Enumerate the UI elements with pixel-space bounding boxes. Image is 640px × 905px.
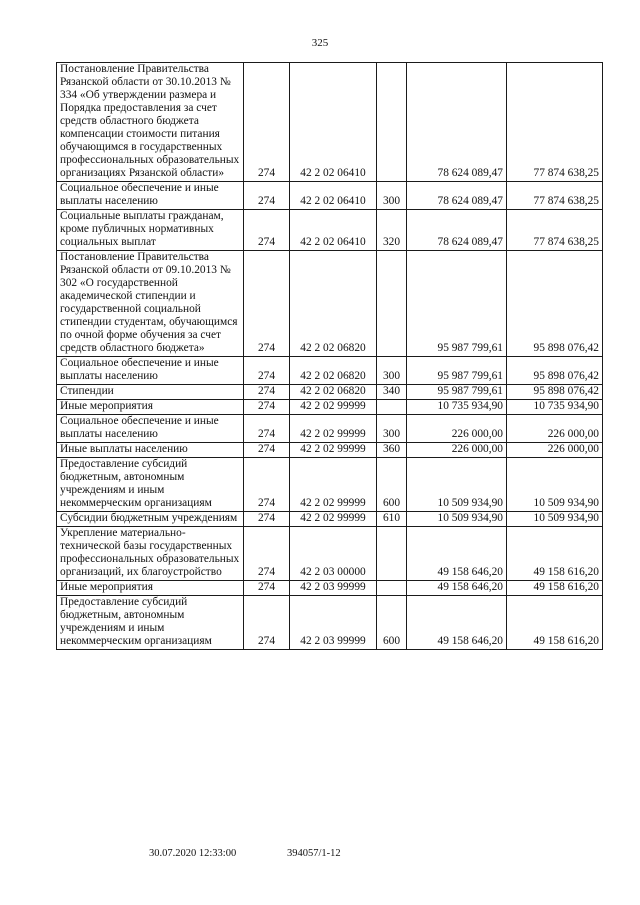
row-sum-approved-cell: 95 987 799,61 [407, 251, 507, 357]
row-sum-approved-cell: 49 158 646,20 [407, 581, 507, 596]
row-expense-type-cell: 300 [377, 357, 407, 385]
row-target-article-cell: 42 2 02 99999 [290, 512, 377, 527]
row-admin-code-cell: 274 [244, 415, 290, 443]
table-row [57, 581, 603, 596]
row-admin-code-cell: 274 [244, 400, 290, 415]
row-sum-executed-cell: 49 158 616,20 [507, 527, 603, 581]
row-expense-type-cell: 600 [377, 596, 407, 650]
row-sum-approved-cell: 226 000,00 [407, 415, 507, 443]
table-row [57, 251, 603, 357]
row-name-cell: Иные мероприятия [57, 581, 244, 596]
table-row [57, 400, 603, 415]
row-admin-code-cell: 274 [244, 596, 290, 650]
row-target-article-cell: 42 2 02 06410 [290, 63, 377, 182]
table-row [57, 182, 603, 210]
row-target-article-cell: 42 2 02 06820 [290, 357, 377, 385]
row-sum-executed-cell: 49 158 616,20 [507, 596, 603, 650]
row-expense-type-cell: 610 [377, 512, 407, 527]
budget-table-body [57, 63, 603, 650]
row-target-article-cell: 42 2 03 00000 [290, 527, 377, 581]
row-expense-type-cell [377, 527, 407, 581]
row-sum-approved-cell: 78 624 089,47 [407, 182, 507, 210]
row-target-article-cell: 42 2 02 99999 [290, 443, 377, 458]
table-row [57, 443, 603, 458]
row-name-cell: Социальное обеспечение и иные выплаты населению [57, 182, 244, 210]
row-sum-executed-cell: 226 000,00 [507, 443, 603, 458]
row-name-cell: Социальное обеспечение и иные выплаты населению [57, 415, 244, 443]
row-sum-executed-cell: 10 509 934,90 [507, 512, 603, 527]
table-row [57, 63, 603, 182]
row-sum-executed-cell: 95 898 076,42 [507, 385, 603, 400]
row-expense-type-cell: 360 [377, 443, 407, 458]
row-target-article-cell: 42 2 03 99999 [290, 596, 377, 650]
row-name-cell: Иные мероприятия [57, 400, 244, 415]
table-row [57, 527, 603, 581]
row-admin-code-cell: 274 [244, 458, 290, 512]
row-name-cell: Стипендии [57, 385, 244, 400]
row-admin-code-cell: 274 [244, 182, 290, 210]
row-sum-executed-cell: 95 898 076,42 [507, 357, 603, 385]
row-expense-type-cell: 320 [377, 210, 407, 251]
table-row [57, 357, 603, 385]
row-sum-approved-cell: 226 000,00 [407, 443, 507, 458]
row-target-article-cell: 42 2 02 06410 [290, 210, 377, 251]
row-sum-executed-cell: 49 158 616,20 [507, 581, 603, 596]
row-name-cell: Укрепление материально-технической базы государственных профессиональных образовательных организаций, их благоустройство [57, 527, 244, 581]
row-admin-code-cell: 274 [244, 512, 290, 527]
row-sum-executed-cell: 226 000,00 [507, 415, 603, 443]
page-number: 325 [311, 37, 329, 49]
row-sum-approved-cell: 78 624 089,47 [407, 63, 507, 182]
row-expense-type-cell [377, 400, 407, 415]
row-sum-executed-cell: 10 509 934,90 [507, 458, 603, 512]
row-sum-approved-cell: 49 158 646,20 [407, 596, 507, 650]
row-sum-executed-cell: 77 874 638,25 [507, 210, 603, 251]
row-target-article-cell: 42 2 02 99999 [290, 415, 377, 443]
row-expense-type-cell [377, 251, 407, 357]
row-admin-code-cell: 274 [244, 63, 290, 182]
row-name-cell: Субсидии бюджетным учреждениям [57, 512, 244, 527]
row-name-cell: Иные выплаты населению [57, 443, 244, 458]
row-admin-code-cell: 274 [244, 357, 290, 385]
row-target-article-cell: 42 2 03 99999 [290, 581, 377, 596]
row-name-cell: Постановление Правительства Рязанской области от 09.10.2013 № 302 «О государственной академической стипендии и государственной социальной стипендии студентам, обучающимся по очной форме обучения за счет средств областного бюджета» [57, 251, 244, 357]
row-sum-approved-cell: 10 735 934,90 [407, 400, 507, 415]
row-name-cell: Социальные выплаты гражданам, кроме публичных нормативных социальных выплат [57, 210, 244, 251]
row-name-cell: Предоставление субсидий бюджетным, автономным учреждениям и иным некоммерческим организациям [57, 458, 244, 512]
row-expense-type-cell [377, 63, 407, 182]
table-row [57, 415, 603, 443]
footer-datetime: 30.07.2020 12:33:00 [149, 848, 237, 859]
budget-table [56, 62, 603, 650]
table-row [57, 596, 603, 650]
table-row [57, 512, 603, 527]
row-name-cell: Предоставление субсидий бюджетным, автономным учреждениям и иным некоммерческим организациям [57, 596, 244, 650]
row-sum-approved-cell: 95 987 799,61 [407, 357, 507, 385]
row-admin-code-cell: 274 [244, 210, 290, 251]
footer-document-code: 394057/1-12 [287, 848, 341, 859]
row-expense-type-cell: 300 [377, 415, 407, 443]
row-target-article-cell: 42 2 02 99999 [290, 458, 377, 512]
row-sum-executed-cell: 77 874 638,25 [507, 182, 603, 210]
row-admin-code-cell: 274 [244, 251, 290, 357]
row-name-cell: Постановление Правительства Рязанской области от 30.10.2013 № 334 «Об утверждении размера и Порядка предоставления за счет средств областного бюджета компенсации стоимости питания обучающимся в государственных профессиональных образовательных организациях Рязанской области» [57, 63, 244, 182]
row-sum-executed-cell: 95 898 076,42 [507, 251, 603, 357]
row-sum-executed-cell: 10 735 934,90 [507, 400, 603, 415]
row-admin-code-cell: 274 [244, 527, 290, 581]
row-admin-code-cell: 274 [244, 443, 290, 458]
row-expense-type-cell: 300 [377, 182, 407, 210]
table-row [57, 385, 603, 400]
row-target-article-cell: 42 2 02 06410 [290, 182, 377, 210]
row-target-article-cell: 42 2 02 06820 [290, 385, 377, 400]
row-admin-code-cell: 274 [244, 581, 290, 596]
row-sum-approved-cell: 49 158 646,20 [407, 527, 507, 581]
row-name-cell: Социальное обеспечение и иные выплаты населению [57, 357, 244, 385]
row-sum-approved-cell: 78 624 089,47 [407, 210, 507, 251]
row-sum-approved-cell: 10 509 934,90 [407, 512, 507, 527]
row-sum-approved-cell: 10 509 934,90 [407, 458, 507, 512]
row-expense-type-cell [377, 581, 407, 596]
row-target-article-cell: 42 2 02 99999 [290, 400, 377, 415]
table-row [57, 458, 603, 512]
row-admin-code-cell: 274 [244, 385, 290, 400]
row-target-article-cell: 42 2 02 06820 [290, 251, 377, 357]
row-sum-executed-cell: 77 874 638,25 [507, 63, 603, 182]
row-expense-type-cell: 600 [377, 458, 407, 512]
table-row [57, 210, 603, 251]
row-expense-type-cell: 340 [377, 385, 407, 400]
row-sum-approved-cell: 95 987 799,61 [407, 385, 507, 400]
